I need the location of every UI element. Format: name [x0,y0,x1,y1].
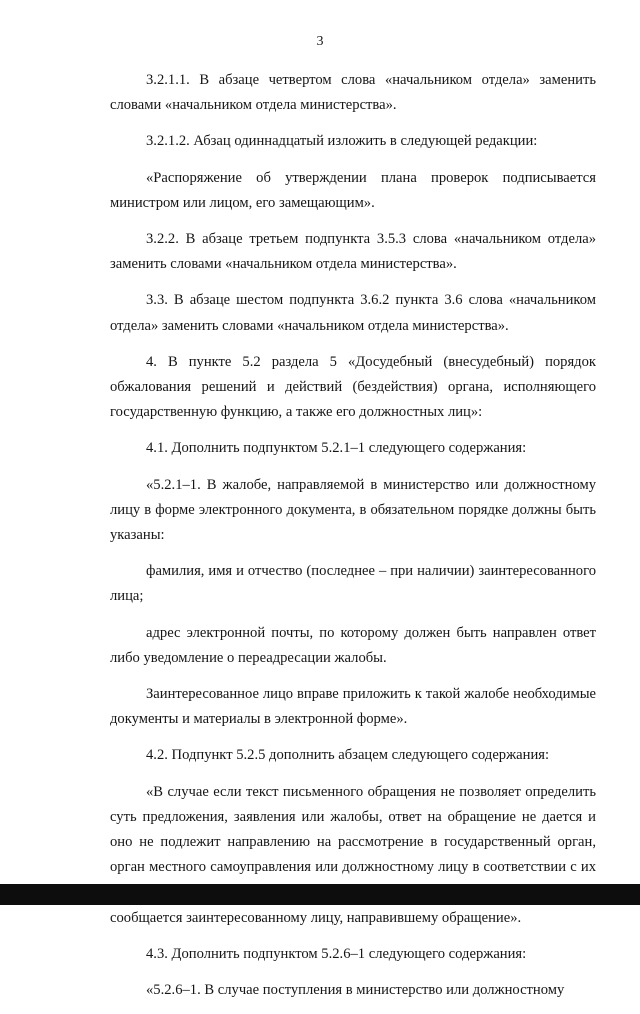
page-number: 3 [316,34,324,49]
paragraph: 4.2. Подпункт 5.2.5 дополнить абзацем следующего содержания: [146,747,550,764]
paragraph: адрес электронной почты, по которому должен быть направлен ответ либо уведомление о переадресации жалобы. [110,624,596,666]
paragraph: Заинтересованное лицо вправе приложить к такой жалобе необходимые документы и материалы в электронной форме». [110,686,596,728]
paragraph: «Распоряжение об утверждении плана проверок подписывается министром или лицом, его замещающим». [110,169,596,211]
paragraph: фамилия, имя и отчество (последнее – при наличии) заинтересованного лица; [110,563,596,605]
paragraph: 4. В пункте 5.2 раздела 5 «Досудебный (внесудебный) порядок обжалования решений и действий (бездействия) органа, исполняющего государственную функцию, а также его должностных лиц»: [110,353,596,421]
paragraph: 3.2.2. В абзаце третьем подпункта 3.5.3 слова «начальником отдела» заменить словами «начальником отдела министерства». [110,231,596,273]
paragraph: 3.2.1.2. Абзац одиннадцатый изложить в следующей редакции: [146,133,538,150]
paragraph: «5.2.1–1. В жалобе, направляемой в министерство или должностному лицу в форме электронного документа, в обязательном порядке должны быть указаны: [110,476,596,544]
paragraph: «5.2.6–1. В случае поступления в министерство или должностному [146,982,565,999]
paragraph: 3.2.1.1. В абзаце четвертом слова «начальником отдела» заменить словами «начальником отдела министерства». [110,72,596,114]
scan-bottom-edge [0,884,640,905]
paragraph: 4.3. Дополнить подпунктом 5.2.6–1 следующего содержания: [146,945,527,962]
document-body [110,68,596,1014]
paragraph: «В случае если текст письменного обращения не позволяет определить суть предложения, заявления или жалобы, ответ на обращение не дается и оно не подлежит направлению на рассмотрение в государственный орган, орган местного самоуправления или должностному лицу в соответствии с их сообщается заинтересованному лицу, направившему обращение». [110,783,596,926]
paragraph: 3.3. В абзаце шестом подпункта 3.6.2 пункта 3.6 слова «начальником отдела» заменить словами «начальником отдела министерства». [110,292,596,334]
paragraph: 4.1. Дополнить подпунктом 5.2.1–1 следующего содержания: [146,440,527,457]
